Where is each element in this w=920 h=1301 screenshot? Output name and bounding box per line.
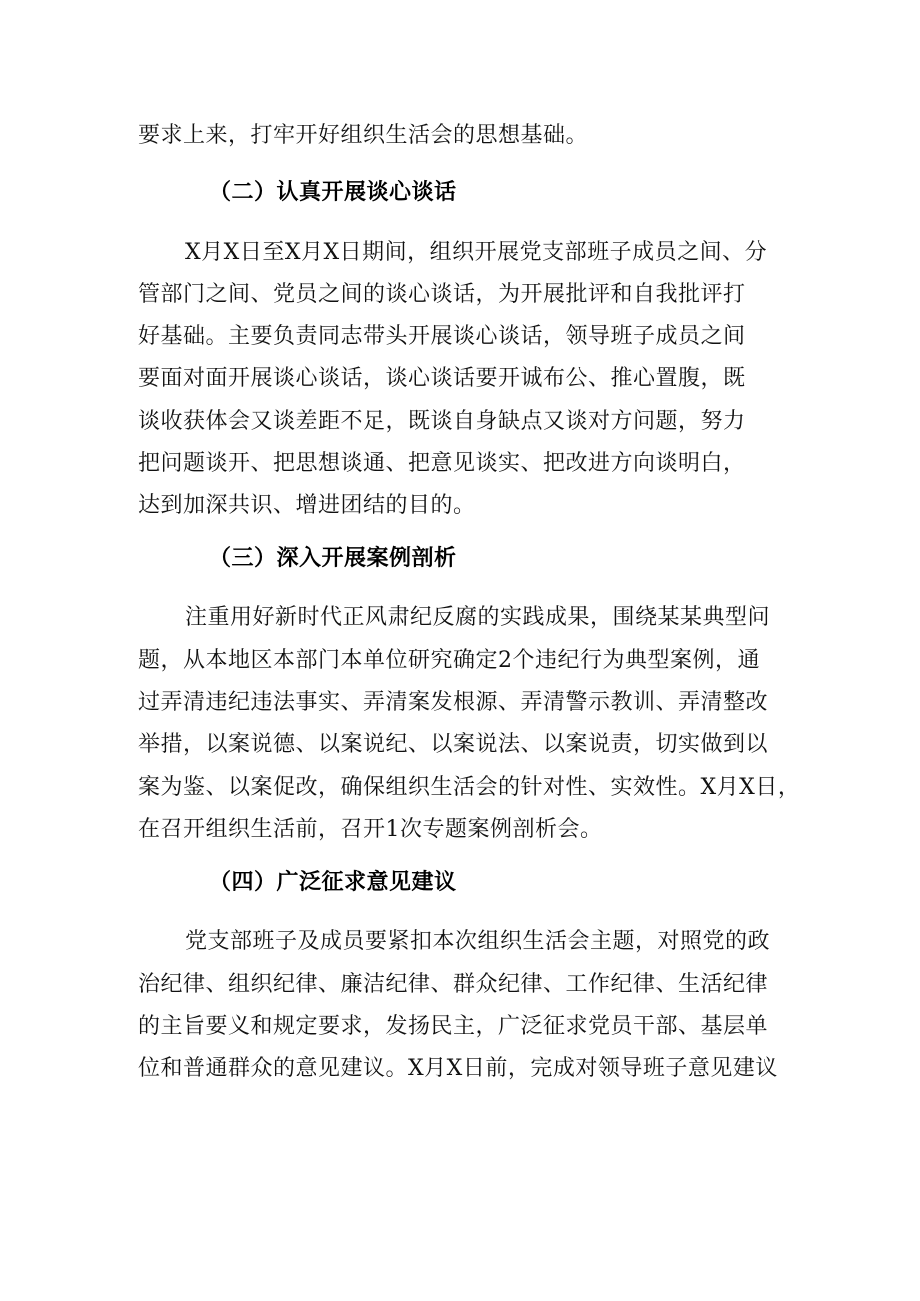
section-heading-4: （四）广泛征求意见建议	[209, 870, 457, 895]
paragraph-line: 好基础。主要负责同志带头开展谈心谈话，领导班子成员之间	[138, 324, 746, 349]
paragraph-line: 管部门之间、党员之间的谈心谈话，为开展批评和自我批评打	[138, 282, 746, 307]
paragraph-line: 题，从本地区本部门本单位研究确定2个违纪行为典型案例，通	[138, 648, 760, 673]
paragraph-line: 举措，以案说德、以案说纪、以案说法、以案说责，切实做到以	[138, 732, 769, 757]
paragraph-line: 的主旨要义和规定要求，发扬民主，广泛征求党员干部、基层单	[138, 1014, 769, 1039]
section-heading-2: （二）认真开展谈心谈话	[209, 180, 457, 205]
paragraph-line: X月X日至X月X日期间，组织开展党支部班子成员之间、分	[185, 240, 768, 265]
paragraph-line: 注重用好新时代正风肃纪反腐的实践成果，围绕某某典型问	[185, 605, 771, 630]
paragraph-line: 要求上来，打牢开好组织生活会的思想基础。	[138, 123, 589, 148]
paragraph-line: 党支部班子及成员要紧扣本次组织生活会主题，对照党的政	[185, 929, 771, 954]
section-heading-3: （三）深入开展案例剖析	[209, 546, 457, 571]
paragraph-line: 在召开组织生活前，召开1次专题案例剖析会。	[138, 817, 603, 842]
paragraph-line: 谈收获体会又谈差距不足，既谈自身缺点又谈对方问题，努力	[138, 409, 746, 434]
paragraph-line: 位和普通群众的意见建议。X月X日前，完成对领导班子意见建议	[138, 1056, 778, 1081]
paragraph-line: 治纪律、组织纪律、廉洁纪律、群众纪律、工作纪律、生活纪律	[138, 972, 769, 997]
paragraph-line: 过弄清违纪违法事实、弄清案发根源、弄清警示教训、弄清整改	[138, 690, 769, 715]
paragraph-line: 案为鉴、以案促改，确保组织生活会的针对性、实效性。X月X日，	[138, 775, 801, 800]
paragraph-line: 达到加深共识、增进团结的目的。	[138, 493, 476, 518]
paragraph-line: 要面对面开展谈心谈话，谈心谈话要开诚布公、推心置腹，既	[138, 366, 746, 391]
paragraph-line: 把问题谈开、把思想谈通、把意见谈实、把改进方向谈明白，	[138, 451, 746, 476]
